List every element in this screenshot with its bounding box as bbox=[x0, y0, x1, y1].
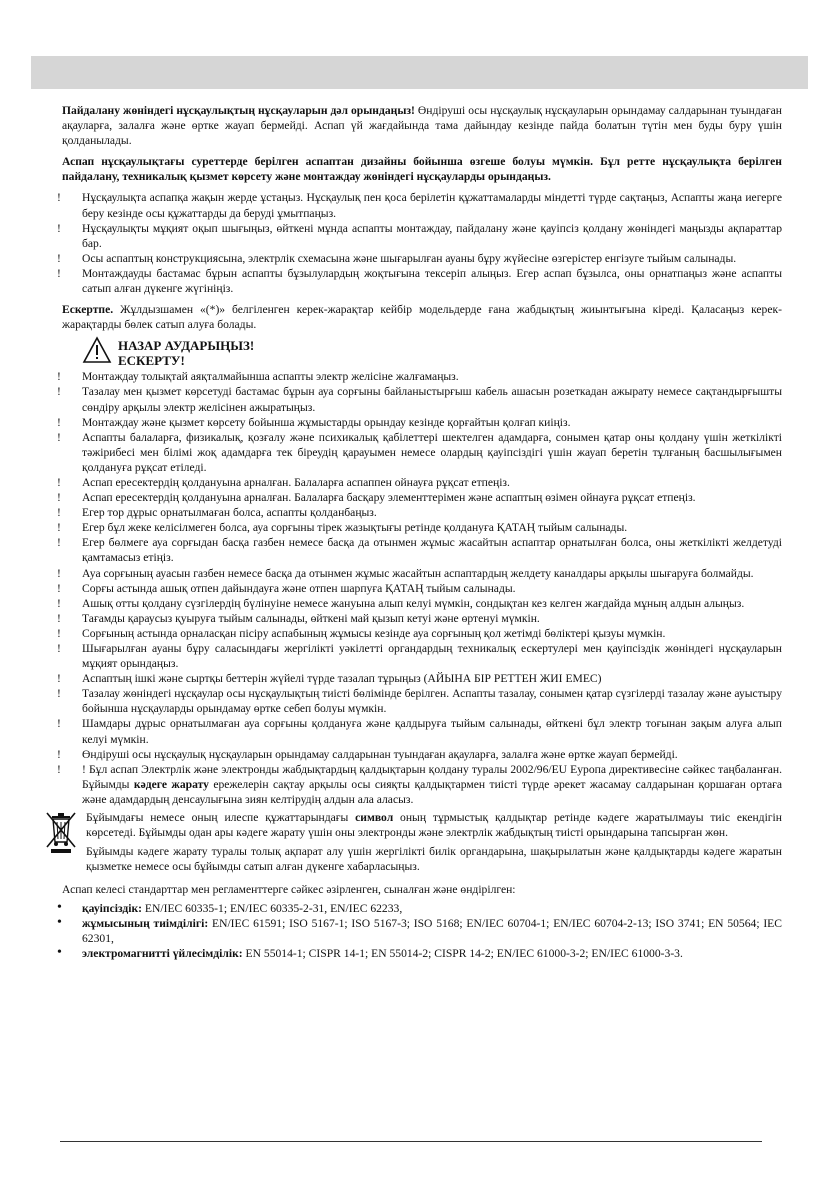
note-text: Жұлдызшамен «(*)» белгіленген керек-жарақтар кейбір модельдерде ғана жабдықтың жиынтығына кіреді. Қаласаңыз керек-жарақтарды бөлек сатып алуға болады. bbox=[62, 303, 782, 332]
list-item: • жұмысының тиімділігі: EN/IEC 61591; ISO 5167-1; ISO 5167-3; ISO 5168; EN/IEC 60704-1; EN/IEC 60704-2-13; ISO 3741; EN 50564; IEC 62301, bbox=[57, 914, 782, 945]
exclamation-icon: ! bbox=[57, 430, 61, 444]
exclamation-icon: ! bbox=[57, 762, 61, 776]
list-item: ! Аспап ересектердің қолдануына арналған. Балаларға басқару элементтерімен және аспаптың өзімен ойнауға рұқсат етпеңіз. bbox=[57, 491, 696, 505]
note-paragraph bbox=[62, 302, 782, 332]
list-item: ! Сорғының астында орналасқан пісіру аспабының жұмысы кезінде ауа сорғының қол жетімді бөліктері қызуы мүмкін. bbox=[57, 626, 666, 640]
exclamation-icon: ! bbox=[57, 717, 61, 731]
crossed-bin-icon bbox=[42, 810, 80, 854]
document-body bbox=[57, 103, 783, 961]
list-item: ! Нұсқаулықта аспапқа жақын жерде ұстаңыз. Нұсқаулық пен қоса берілетін құжаттамаларды міндетті түрде сақтаңыз, Аспапты жаңа иегерге беру кезінде осы құжаттарды да беруді ұмытпаңыз. bbox=[57, 191, 782, 220]
list-item: ! Монтаждауды бастамас бұрын аспапты бұзылулардың жоқтығына тексеріп алыңыз. Егер аспап бұзылса, оны орнатпаңыз және аспапты сатып алған дүкенге жүгініңіз. bbox=[57, 266, 782, 296]
list-item: • қауіпсіздік: EN/IEC 60335-1; EN/IEC 60335-2-31, EN/IEC 62233, bbox=[57, 899, 403, 915]
exclamation-icon: ! bbox=[57, 687, 61, 701]
list-item: ! Аспаптың ішкі және сыртқы беттерін жүйелі түрде тазалап тұрыңыз (АЙЫНА БІР РЕТТЕН ЖИІ ЕМЕС) bbox=[57, 672, 602, 686]
bullet-icon: • bbox=[57, 899, 62, 915]
exclamation-icon: ! bbox=[57, 491, 61, 505]
exclamation-icon: ! bbox=[57, 191, 61, 205]
intro-paragraph bbox=[62, 103, 782, 148]
list-item: ! Монтаждау және қызмет көрсету бойынша жұмыстарды орындау кезінде қорғайтын қолғап киіңіз. bbox=[57, 415, 571, 429]
list-item: ! Егер бұл жеке келісілмеген болса, ауа сорғыны тірек жазықтығы ретінде қолдануға ҚАТАҢ тыйым салынады. bbox=[57, 521, 628, 535]
standards-list bbox=[57, 899, 782, 961]
exclamation-icon: ! bbox=[57, 415, 61, 429]
footer-divider bbox=[60, 1141, 762, 1142]
weee-paragraph: Бұйымдағы немесе оның илеспе құжаттарындағы символ оның тұрмыстық қалдықтар ретінде кәдеге жаратылмауы тиіс екендігін көрсетеді. Бұйымды одан ары кәдеге жарату үшін оны электронды және электрлік жабдықтың тиісті орындарына тапсырған жөн. bbox=[86, 811, 782, 840]
list-item: • электромагнитті үйлесімділік: EN 55014-1; CISPR 14-1; EN 55014-2; CISPR 14-2; EN/IEC 61000-3-2; EN/IEC 61000-3-3. bbox=[57, 944, 683, 960]
exclamation-icon: ! bbox=[57, 266, 61, 280]
list-item: ! Өндіруші осы нұсқаулық нұсқауларын орындамау салдарынан туындаған ақауларға, залалға және өртке жауап бермейді. bbox=[57, 747, 678, 761]
exclamation-icon: ! bbox=[57, 221, 61, 235]
intro-bold: Пайдалану жөніндегі нұсқаулықтың нұсқауларын дәл орындаңыз! bbox=[62, 104, 415, 117]
list-item: ! Нұсқаулықты мұқият оқып шығыңыз, өйткені мұнда аспапты монтаждау, пайдалану және қауіпсіз қолдану жөніндегі маңызды ақпараттар бар. bbox=[57, 221, 782, 250]
exclamation-icon: ! bbox=[57, 370, 61, 384]
exclamation-icon: ! bbox=[57, 642, 61, 655]
list-item: ! Тазалау жөніндегі нұсқаулар осы нұсқаулықтың тиісті бөлімінде берілген. Аспапты тазалау, сонымен қатар сүзгілерді тазалау және ауыстыру бойынша нұсқауларды орындамау өртке себеп болуы мүмкін. bbox=[57, 687, 782, 716]
warning-list bbox=[57, 369, 783, 807]
exclamation-icon: ! bbox=[57, 536, 61, 550]
list-item: ! Ауа сорғының ауасын газбен немесе басқа да отынмен жұмыс жасайтын аспаптардың желдету каналдары арқылы шығаруға болмайды. bbox=[57, 566, 754, 580]
list-item: ! Шығарылған ауаны бұру саласындағы жергілікті уәкілетті органдардың техникалық ескертулері мен қауіпсіздік жөніндегі нұсқауларын мұқият орындаңыз. bbox=[57, 642, 782, 671]
exclamation-icon: ! bbox=[57, 611, 61, 625]
exclamation-icon: ! bbox=[57, 385, 61, 399]
exclamation-icon: ! bbox=[57, 566, 61, 580]
list-item: ! Ашық отты қолдану сүзгілердің бүлінуіне немесе жануына алып келуі мүмкін, сондықтан кез келген жағдайда мұның алдын алыңыз. bbox=[57, 596, 745, 610]
intro-text: Өндіруші осы нұсқаулық нұсқауларын орындамау салдарынан туындаған ақауларға, залалға және өртке жауап бермейді. Аспап үй жағдайында тама дайындау кезінде пайда болатын түтін мен буды буру үшін қолданылады. bbox=[62, 104, 782, 148]
warning-title: НАЗАР АУДАРЫҢЫЗ! bbox=[118, 338, 255, 354]
list-item: ! Аспапты балаларға, физикалық, қозғалу және психикалық қабілеттері шектелген адамдарға, сонымен қатар оны қолдану үшін жеткілікті тәжірибесі мен білімі жоқ адамдарға тек біреудің қарауымен немесе олардың қауіпсіздігі үшін жауап беретін тұлғаның басшылығымен қолдануға рұқсат етіледі. bbox=[57, 430, 782, 474]
list-item: ! Шамдары дұрыс орнатылмаған ауа сорғыны қолдануға және қалдыруға тыйым салынады, өйткені бұл электр тоғынан зақым алуға алып келуі мүмкін. bbox=[57, 717, 782, 746]
exclamation-icon: ! bbox=[57, 747, 61, 761]
header-bar bbox=[31, 56, 808, 89]
warning-triangle-icon bbox=[82, 336, 112, 364]
bullet-icon: • bbox=[57, 944, 62, 960]
list-item: ! Монтаждау толықтай аяқталмайынша аспапты электр желісіне жалғамаңыз. bbox=[57, 370, 459, 384]
list-item: ! Тағамды қараусыз қуыруға тыйым салынады, өйткені май қызып кетуі және өртенуі мүмкін. bbox=[57, 611, 540, 625]
caution-title: ЕСКЕРТУ! bbox=[118, 353, 185, 369]
list-item: ! Егер тор дұрыс орнатылмаған болса, аспапты қолданбаңыз. bbox=[57, 506, 377, 520]
list-item: ! Тазалау мен қызмет көрсетуді бастамас бұрын ауа сорғыны байланыстырғыш кабель ашасын розеткадан ажырату немесе сақтандырғышты сөндіру арқылы электр желісінен ажыратыңыз. bbox=[57, 385, 782, 414]
list-item: ! Осы аспаптың конструкциясына, электрлік схемасына және шығарылған ауаны бұру жүйесіне өзгерістер енгізуге тыйым салынады. bbox=[57, 251, 737, 265]
exclamation-icon: ! bbox=[57, 626, 61, 640]
exclamation-icon: ! bbox=[57, 251, 61, 265]
note-label: Ескертпе. bbox=[62, 303, 114, 317]
exclamation-icon: ! bbox=[57, 475, 61, 489]
list-item: ! Аспап ересектердің қолдануына арналған. Балаларға аспаппен ойнауға рұқсат етпеңіз. bbox=[57, 475, 510, 489]
disposal-info-paragraph: Бұйымды кәдеге жарату туралы толық ақпарат алу үшін жергілікті билік органдарына, шақырылатын және қалдықтарды кәдеге жаратын қызметке немесе осы бұйымды сатып алған дүкенге хабарласыңыз. bbox=[86, 845, 782, 874]
exclamation-icon: ! bbox=[57, 521, 61, 535]
exclamation-icon: ! bbox=[57, 506, 61, 520]
list-item: ! ! Бұл аспап Электрлік және электронды жабдықтардың қалдықтарын қолдану туралы 2002/96/EU Еуропа директивесіне сәйкес таңбаланған. Бұйымды кәдеге жарату ережелерін сақтау арқылы осы сияқты қалдықтармен тиісті түрде әрекет жасамау салдарынан қоршаған ортаға және адамдардың денсаулығына зиян келтірудің алдын ала аласыз. bbox=[57, 762, 783, 806]
general-instructions-list bbox=[57, 190, 782, 296]
exclamation-icon: ! bbox=[57, 581, 61, 595]
design-note-paragraph: Аспап нұсқаулықтағы суреттерде берілген аспаптан дизайны бойынша өзгеше болуы мүмкін. Бұл ретте нұсқаулықта берілген пайдалану, техникалық қызмет көрсету және монтаждау жөніндегі нұсқауларды орындаңыз. bbox=[62, 155, 782, 184]
list-item: ! Сорғы астында ашық отпен дайындауға және отпен шарпуға ҚАТАҢ тыйым салынады. bbox=[57, 581, 516, 595]
list-item: ! Егер бөлмеге ауа сорғыдан басқа газбен немесе басқа да отынмен жұмыс жасайтын аспаптар орнатылған болса, оны жеткілікті желдетуді қамтамасыз етіңіз. bbox=[57, 536, 782, 565]
exclamation-icon: ! bbox=[57, 672, 61, 686]
bullet-icon: • bbox=[57, 914, 62, 930]
exclamation-icon: ! bbox=[57, 596, 61, 610]
warning-header bbox=[82, 336, 782, 368]
weee-section bbox=[62, 810, 782, 878]
standards-intro: Аспап келесі стандарттар мен регламенттерге сәйкес әзірленген, сыналған және өндірілген: bbox=[62, 883, 516, 897]
